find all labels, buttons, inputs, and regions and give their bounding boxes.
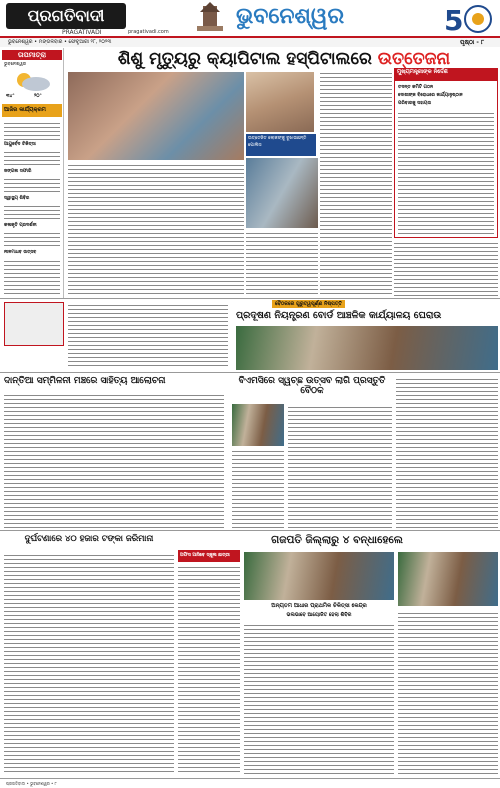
protest-photo	[236, 326, 498, 370]
text-block	[4, 258, 60, 294]
story-text	[68, 302, 228, 368]
story-text	[244, 622, 394, 774]
cloud-sun-icon	[8, 70, 56, 92]
divider	[0, 372, 500, 373]
anniversary-emblem-icon	[440, 2, 496, 36]
story7-headline[interactable]: ଅନ୍ୟତମ ଆଧାର ପ୍ରାଥମିକ ଚିକିତ୍ସା କେନ୍ଦ୍ର	[271, 603, 367, 609]
logo-subtitle: PRAGATIVADI	[62, 29, 102, 36]
story6-sub-label: ଅଫିସ ଆସିବେ ସ୍କୁଲ ଛାତ୍ରୀ	[178, 550, 240, 562]
monument-icon	[185, 2, 235, 32]
text-block	[4, 149, 60, 167]
text-block	[4, 176, 60, 194]
text-block	[4, 230, 60, 248]
main-headline[interactable]	[70, 48, 498, 70]
person-photo	[246, 72, 314, 132]
section-art-exhibition: କଳାକୃତି ପ୍ରଦର୍ଶନୀ	[4, 223, 37, 228]
newspaper-logo[interactable]: ପ୍ରଗତିବାଦୀ	[6, 3, 126, 29]
text-block	[4, 203, 60, 221]
story-text	[396, 376, 498, 528]
promo-box	[4, 302, 64, 346]
story5-headline[interactable]: ଦୁର୍ଘଟଣାରେ ୪୦ ହଜାର ଟଙ୍କା ଜରିମାନା	[24, 534, 154, 544]
divider	[0, 530, 500, 531]
svg-text:5: 5	[444, 4, 464, 36]
story-column-text	[246, 230, 318, 296]
story-text	[394, 240, 498, 296]
arrested-persons-photo	[244, 552, 394, 600]
info-line: ଦୋଷୀଙ୍କ ବିରୋଧରେ କାର୍ଯ୍ୟାନୁଷ୍ଠାନ	[398, 93, 463, 98]
story-text	[288, 404, 392, 528]
weather-title: ତାପମାତ୍ରା	[2, 50, 62, 60]
info-box-title: ମୁଖ୍ୟମନ୍ତ୍ରୀଙ୍କ ନିର୍ଦ୍ଦେଶ	[395, 69, 497, 81]
story4-headline[interactable]: ବିଏମସିରେ ସ୍ୱଚ୍ଛ ଉତ୍ସବ ଲାଗି ପ୍ରସ୍ତୁତି ବୈଠକ	[238, 376, 386, 396]
section-health-camp: ସ୍ୱାସ୍ଥ୍ୟ ଶିବିର	[4, 196, 30, 201]
website-url[interactable]: pragativadi.com	[128, 29, 169, 35]
page-footer: ପ୍ରଗତିବାଦୀ • ଭୁବନେଶ୍ୱର • ୮	[0, 778, 500, 788]
headline-highlight: ଉତ୍ତେଜନା	[377, 49, 451, 69]
section-today-events: ଆଜିର କାର୍ଯ୍ୟକ୍ରମ	[2, 104, 62, 117]
divider	[0, 298, 500, 299]
story-column-text	[320, 70, 392, 296]
story6-headline[interactable]: ଗଜପତି ଜିଲ୍ଲାରୁ ୪ ବନ୍ଧାହେଲେ	[271, 534, 403, 546]
story-text	[4, 392, 224, 528]
text-block	[4, 120, 60, 140]
story-label: ବୈଠକରେ ଗୁରୁତ୍ୱପୂର୍ଣ୍ଣ ନିଷ୍ପତ୍ତି	[272, 300, 345, 308]
story-text	[232, 448, 284, 528]
main-story-text	[68, 162, 244, 296]
story3-headline[interactable]: ଦାନ୍ତିଆ ସମ୍ମିଳନୀ ମଞ୍ଚରେ ସାହିତ୍ୟ ଆଲୋଚନା	[4, 376, 166, 386]
story2-headline[interactable]: ପ୍ରଦୂଷଣ ନିୟନ୍ତ୍ରଣ ବୋର୍ଡ ଆଞ୍ଚଳିକ କାର୍ଯ୍ୟାଳୟ ଘେରାଉ	[236, 310, 442, 321]
weather-city: ଭୁବନେଶ୍ୱର	[4, 62, 27, 67]
edition-city: ଭୁବନେଶ୍ୱର	[236, 4, 345, 29]
story-text	[178, 564, 240, 774]
headline-text: ଶିଶୁ ମୃତ୍ୟୁରୁ କ୍ୟାପିଟାଲ ହସ୍ପିଟାଲରେ	[117, 49, 378, 69]
section-ayurveda: ଆୟୁର୍ବେଦ ଚିକିତ୍ସା	[4, 142, 36, 147]
section-safari: ଜଙ୍ଗଲ ସଫାରି	[4, 169, 32, 174]
crowd-photo	[68, 72, 244, 160]
event-photo	[398, 552, 498, 606]
dateline: ଭୁବନେଶ୍ୱର • ମଙ୍ଗଳବାର • ଫେବୃଆରୀ ୨୮, ୨୦୨୩	[0, 38, 500, 47]
info-line: ପରିବାରକୁ ସହାୟତା	[398, 101, 432, 106]
photo-caption: ଉତ୍ତେଜିତ ଲୋକଙ୍କୁ ବୁଝାଉଛନ୍ତି ପୋଲିସ	[246, 134, 316, 156]
speaker-photo	[232, 404, 284, 446]
info-box-text	[398, 110, 494, 234]
story-text	[4, 552, 174, 774]
story-text	[398, 610, 498, 774]
officials-photo	[246, 158, 318, 228]
weather-min: ୨୦°	[34, 94, 42, 99]
page-number: ପୃଷ୍ଠା - ୮	[460, 39, 485, 46]
weather-max: ୩୪°	[6, 94, 15, 99]
info-line: ତଦନ୍ତ କମିଟି ଗଠନ	[398, 85, 434, 90]
section-festival: ନୀଳମାଧବ ଉତ୍ସବ	[4, 250, 37, 255]
story7-subheadline: ଭଲଭାବେ ଆୟୋଜିତ ହେଲା ଶିବିର	[286, 612, 352, 618]
